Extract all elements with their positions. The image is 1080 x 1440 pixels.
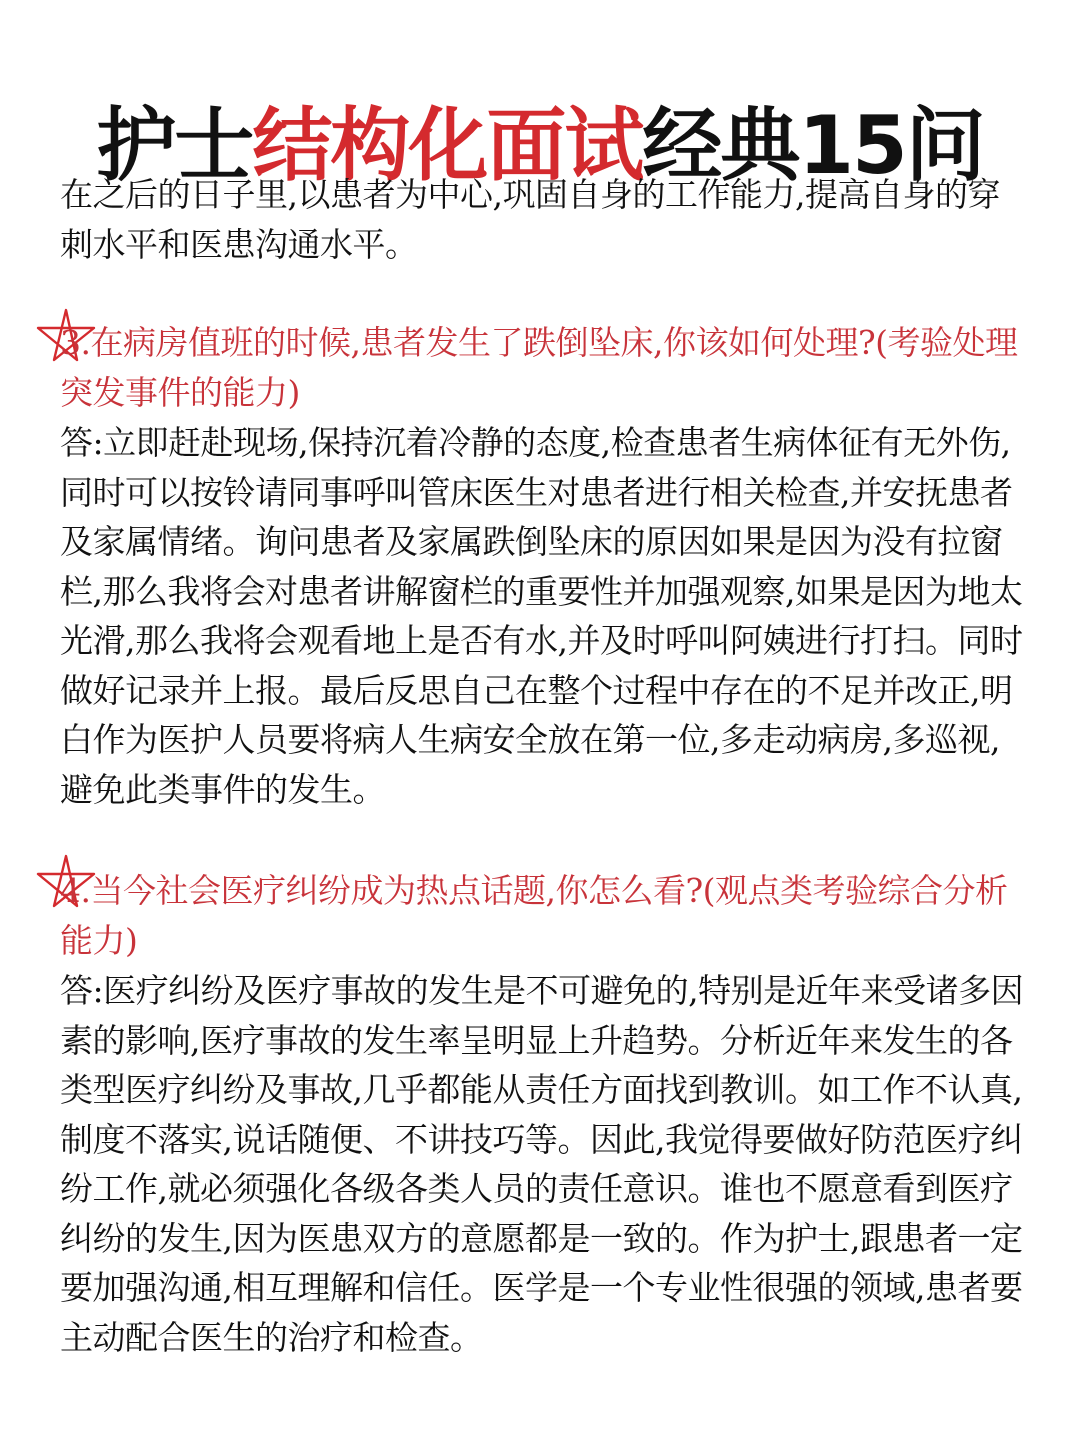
answer-4: 答:医疗纠纷及医疗事故的发生是不可避免的,特别是近年来受诸多因素的影响,医疗事故的发生率呈明显上升趋势。分析近年来发生的各类型医疗纠纷及事故,几乎都能从责任方面找到教训。如工作不认真,制度不落实,说话随便、不讲技巧等。因此,我觉得要做好防范医疗纠纷工作,就必须强化各级各类人员的责任意识。谁也不愿意看到医疗纠纷的发生,因为医患双方的意愿都是一致的。作为护士,跟患者一定要加强沟通,相互理解和信任。医学是一个专业性很强的领域,患者要主动配合医生的治疗和检查。 <box>60 971 1024 1357</box>
title-part2: 经典15问 <box>642 98 984 192</box>
intro-paragraph: 在之后的日子里,以患者为中心,巩固自身的工作能力,提高自身的穿刺水平和医患沟通水平。 <box>60 175 1000 264</box>
title-part1: 护士 <box>96 98 253 192</box>
answer-3: 答:立即赶赴现场,保持沉着冷静的态度,检查患者生病体征有无外伤,同时可以按铃请同事呼叫管床医生对患者进行相关检查,并安抚患者及家属情绪。询问患者及家属跌倒坠床的原因如果是因为没有拉窗栏,那么我将会对患者讲解窗栏的重要性并加强观察,如果是因为地太光滑,那么我将会观看地上是否有水,并及时呼叫阿姨进行打扫。同时做好记录并上报。最后反思自己在整个过程中存在的不足并改正,明白作为医护人员要将病人生病安全放在第一位,多走动病房,多巡视,避免此类事件的发生。 <box>60 423 1023 809</box>
title-accent: 结构化面试 <box>252 98 643 192</box>
question-3: 3.在病房值班的时候,患者发生了跌倒坠床,你该如何处理?(考验处理突发事件的能力) <box>60 323 1018 412</box>
question-4: 4.当今社会医疗纠纷成为热点话题,你怎么看?(观点类考验综合分析能力) <box>60 871 1008 960</box>
